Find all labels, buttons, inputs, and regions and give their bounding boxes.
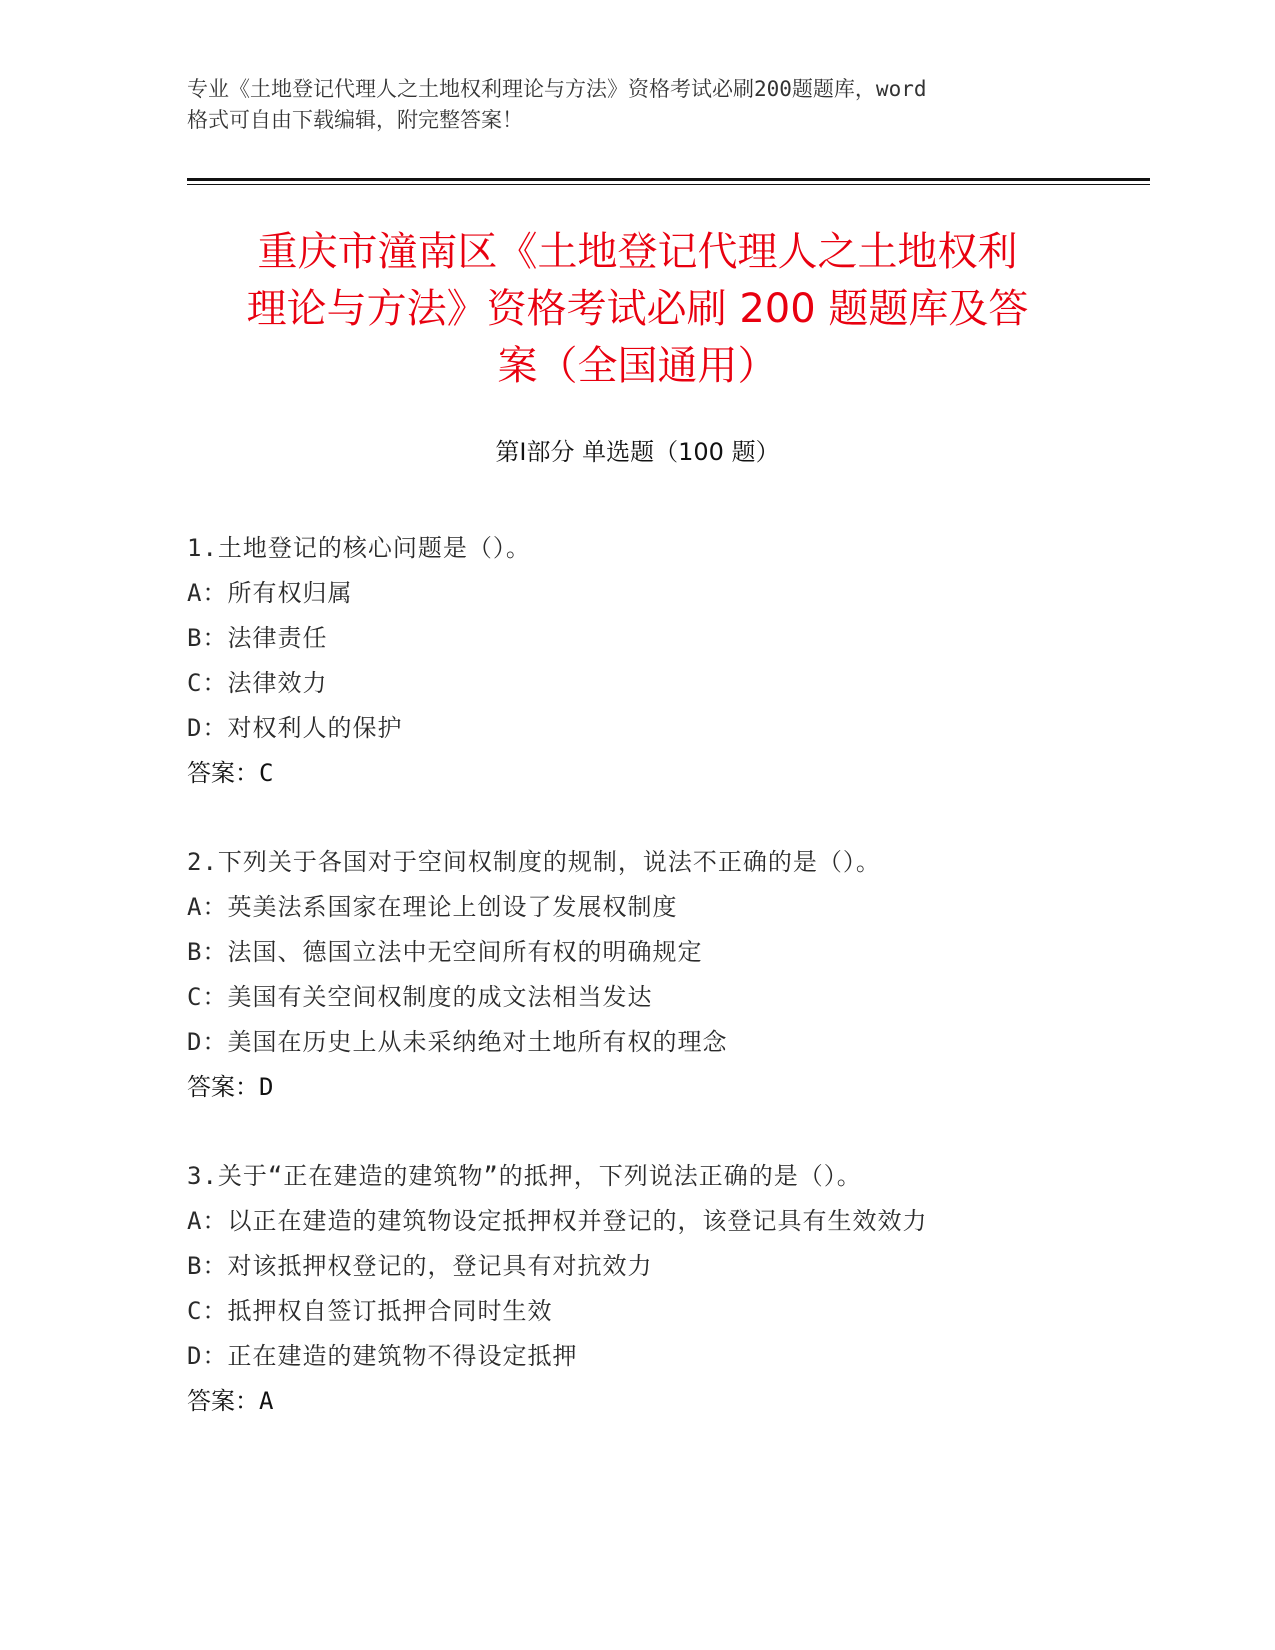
header-rule-thin (187, 184, 1150, 185)
option-b: B：对该抵押权登记的，登记具有对抗效力 (187, 1252, 653, 1280)
section-title: 第Ⅰ部分 单选题（100 题） (495, 438, 780, 466)
document-title-line-2: 理论与方法》资格考试必刷 200 题题库及答 (246, 286, 1029, 332)
question-1 (187, 526, 1087, 796)
document-title-line-1: 重庆市潼南区《土地登记代理人之土地权利 (257, 229, 1018, 275)
answer-value: C (259, 759, 274, 787)
answer (187, 1065, 1087, 1110)
option-a: A：所有权归属 (187, 579, 353, 607)
option-d: D：美国在历史上从未采纳绝对土地所有权的理念 (187, 1028, 728, 1056)
header-note-line-1: 专业《土地登记代理人之土地权利理论与方法》资格考试必刷200题题库，word (187, 77, 927, 101)
question-stem: 3.关于“正在建造的建筑物”的抵押，下列说法正确的是（）。 (187, 1162, 862, 1190)
answer (187, 751, 1087, 796)
question-list (187, 526, 1087, 1468)
header-rule-thick (187, 178, 1150, 181)
answer-label: 答案： (187, 759, 259, 787)
header-note (187, 74, 1067, 136)
question-stem: 1.土地登记的核心问题是（）。 (187, 534, 531, 562)
question-2 (187, 840, 1087, 1110)
question-3 (187, 1154, 1087, 1424)
option-a: A：以正在建造的建筑物设定抵押权并登记的，该登记具有生效效力 (187, 1207, 928, 1235)
header-note-line-2: 格式可自由下载编辑，附完整答案！ (187, 108, 523, 132)
option-c: C：抵押权自签订抵押合同时生效 (187, 1297, 553, 1325)
option-d: D：正在建造的建筑物不得设定抵押 (187, 1342, 578, 1370)
option-c: C：法律效力 (187, 669, 328, 697)
document-title (190, 224, 1085, 395)
answer-value: D (259, 1073, 274, 1101)
option-a: A：英美法系国家在理论上创设了发展权制度 (187, 893, 678, 921)
document-title-line-3: 案（全国通用） (497, 343, 778, 389)
answer-label: 答案： (187, 1387, 259, 1415)
answer-value: A (259, 1387, 274, 1415)
question-stem: 2.下列关于各国对于空间权制度的规制，说法不正确的是（）。 (187, 848, 881, 876)
option-b: B：法律责任 (187, 624, 328, 652)
option-c: C：美国有关空间权制度的成文法相当发达 (187, 983, 653, 1011)
option-b: B：法国、德国立法中无空间所有权的明确规定 (187, 938, 703, 966)
answer-label: 答案： (187, 1073, 259, 1101)
answer (187, 1379, 1087, 1424)
option-d: D：对权利人的保护 (187, 714, 403, 742)
